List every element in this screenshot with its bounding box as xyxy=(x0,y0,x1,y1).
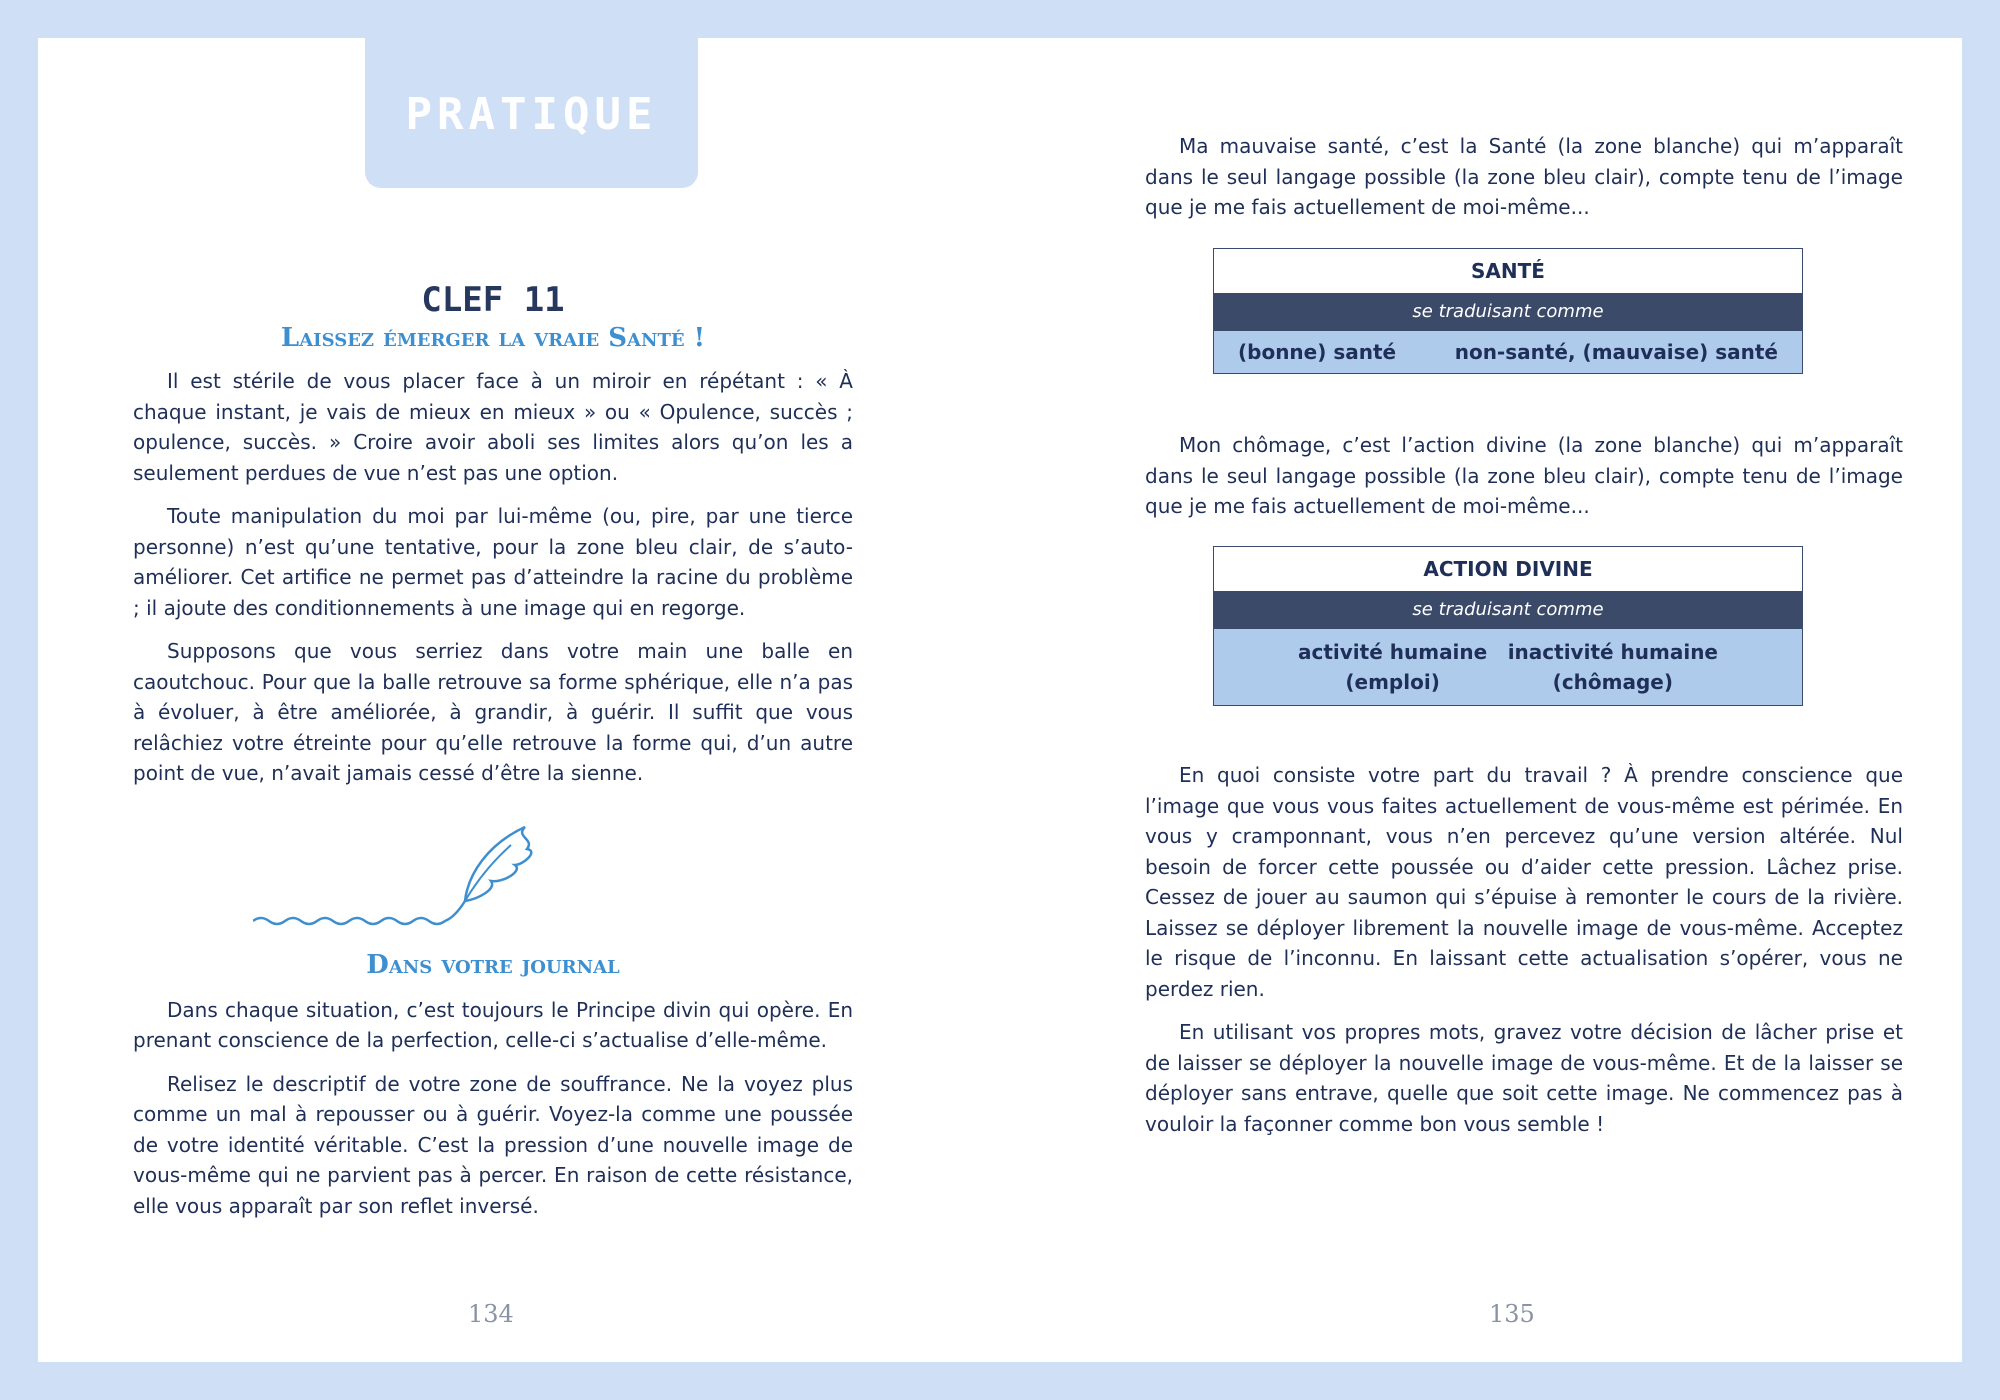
action-table-right xyxy=(1508,637,1718,697)
page-number-left: 134 xyxy=(468,1300,514,1328)
action-table-band: se traduisant comme xyxy=(1214,591,1802,629)
sante-table-band: se traduisant comme xyxy=(1214,293,1802,331)
action-right-line2: (chômage) xyxy=(1552,670,1674,694)
right-paragraph-chomage xyxy=(1145,430,1903,535)
action-left-line2: (emploi) xyxy=(1345,670,1440,694)
book-spread xyxy=(38,38,1962,1362)
action-table xyxy=(1213,546,1803,706)
section-tab xyxy=(365,38,698,188)
paragraph: Dans chaque situation, c’est toujours le Principe divin qui opère. En prenant conscience de la perfection, celle-ci s’actualise d’elle-même. xyxy=(133,997,853,1052)
paragraph: Toute manipulation du moi par lui-même (ou, pire, par une tierce personne) n’est qu’une tentative, pour la zone bleu clair, de s’auto-améliorer. Cet artifice ne permet pas d’atteindre la racine du problème ; il ajoute des conditionnements à une image qui en regorge. xyxy=(133,504,853,620)
paragraph: Il est stérile de vous placer face à un miroir en répétant : « À chaque instant, je vais de mieux en mieux » ou « Opulence, succès ; opulence, succès. » Croire avoir aboli ses limites alors qu’on les a seulement perdues de vue n’est pas une option. xyxy=(133,369,853,485)
right-closing-column xyxy=(1145,760,1903,1152)
quill-feather-icon xyxy=(133,819,853,939)
action-table-header: ACTION DIVINE xyxy=(1214,547,1802,591)
paragraph: Supposons que vous serriez dans votre main une balle en caoutchouc. Pour que la balle retrouve sa forme sphérique, elle n’a pas à évoluer, à être améliorée, à grandir, à guérir. Il suffit que vous relâchiez votre étreinte pour qu’elle retrouve la forme qui, d’un autre point de vue, n’avait jamais cessé d’être la sienne. xyxy=(133,639,853,785)
page-number-right: 135 xyxy=(1489,1300,1535,1328)
key-subtitle: Laissez émerger la vraie Santé ! xyxy=(280,323,706,353)
left-page-column xyxy=(133,280,853,1234)
paragraph: Relisez le descriptif de votre zone de souffrance. Ne la voyez plus comme un mal à repousser ou à guérir. Voyez-la comme une poussée de votre identité véritable. C’est la pression d’une nouvelle image de vous-même qui ne parvient pas à percer. En raison de cette résistance, elle vous apparaît par son reflet inversé. xyxy=(133,1071,853,1218)
section-tab-label: PRATIQUE xyxy=(405,89,658,140)
sante-table-left: (bonne) santé xyxy=(1238,340,1397,364)
paragraph: Ma mauvaise santé, c’est la Santé (la zone blanche) qui m’apparaît dans le seul langage possible (la zone bleu clair), compte tenu de l’image que je me fais actuellement de moi-même... xyxy=(1145,134,1903,219)
action-table-footer xyxy=(1214,629,1802,705)
key-title: CLEF 11 xyxy=(421,280,565,320)
sante-table-right: non-santé, (mauvaise) santé xyxy=(1454,340,1778,364)
sante-table-header: SANTÉ xyxy=(1214,249,1802,293)
paragraph: En quoi consiste votre part du travail ? À prendre conscience que l’image que vous vous faites actuellement de vous-même est périmée. En vous y cramponnant, vous n’en percevez qu’une version altérée. Nul besoin de forcer cette poussée ou d’aider cette pression. Lâchez prise. Cessez de jouer au saumon qui s’épuise à remonter le cours de la rivière. Laissez se déployer librement la nouvelle image de vous-même. Acceptez le risque de l’inconnu. En laissant cette actualisation s’opérer, vous ne perdez rien. xyxy=(1145,763,1903,1001)
action-table-left xyxy=(1298,637,1487,697)
action-right-line1: inactivité humaine xyxy=(1507,640,1718,664)
action-left-line1: activité humaine xyxy=(1298,640,1488,664)
journal-heading: Dans votre journal xyxy=(366,949,620,980)
right-paragraph-sante xyxy=(1145,131,1903,236)
paragraph: Mon chômage, c’est l’action divine (la zone blanche) qui m’apparaît dans le seul langage possible (la zone bleu clair), compte tenu de l’image que je me fais actuellement de moi-même... xyxy=(1145,433,1903,518)
sante-table xyxy=(1213,248,1803,374)
sante-table-footer xyxy=(1214,331,1802,373)
paragraph: En utilisant vos propres mots, gravez votre décision de lâcher prise et de laisser se déployer la nouvelle image de vous-même. Et de la laisser se déployer sans entrave, quelle que soit cette image. Ne commencez pas à vouloir la façonner comme bon vous semble ! xyxy=(1145,1020,1903,1136)
